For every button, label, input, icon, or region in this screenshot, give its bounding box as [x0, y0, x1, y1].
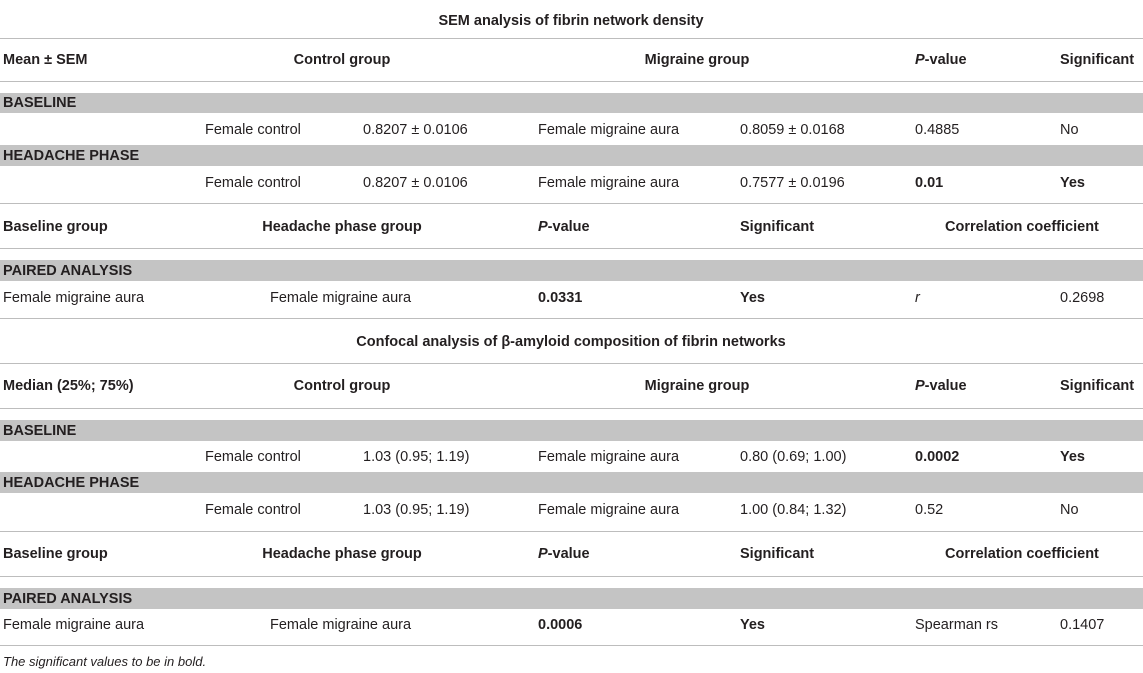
paired-headache-group: Female migraine aura: [270, 290, 412, 306]
header-control-group: Control group: [293, 378, 391, 394]
baseline-significant: Yes: [1060, 449, 1085, 465]
paired-significant: Yes: [740, 290, 765, 306]
paired-baseline-group: Female migraine aura: [3, 290, 145, 306]
paired-header-p-value: [538, 545, 590, 563]
divider: [0, 318, 1143, 319]
baseline-band: [0, 420, 1143, 441]
p-rest: -value: [547, 546, 590, 562]
p-rest: -value: [924, 52, 967, 68]
p-italic: P: [538, 219, 548, 235]
paired-p-value: 0.0331: [538, 290, 583, 306]
header-migraine-group: Migraine group: [644, 52, 750, 68]
baseline-control-value: 0.8207 ± 0.0106: [363, 122, 468, 138]
p-italic: P: [915, 52, 925, 68]
divider: [0, 203, 1143, 204]
baseline-migraine-value: 0.80 (0.69; 1.00): [740, 449, 847, 465]
baseline-migraine-name: Female migraine aura: [538, 449, 680, 465]
divider: [0, 81, 1143, 82]
p-italic: P: [538, 546, 548, 562]
baseline-band: [0, 93, 1143, 113]
footnote: The significant values to be in bold.: [3, 654, 207, 669]
paired-header-baseline-group: Baseline group: [3, 546, 108, 562]
headache-control-name: Female control: [205, 502, 301, 518]
paired-header-baseline-group: Baseline group: [3, 219, 108, 235]
headache-migraine-name: Female migraine aura: [538, 175, 680, 191]
baseline-migraine-name: Female migraine aura: [538, 122, 680, 138]
headache-label: HEADACHE PHASE: [3, 475, 140, 491]
header-control-group: Control group: [293, 52, 391, 68]
headache-p-value: 0.52: [915, 502, 944, 518]
paired-p-value: 0.0006: [538, 617, 583, 633]
paired-significant: Yes: [740, 617, 765, 633]
p-rest: -value: [547, 219, 590, 235]
paired-label: PAIRED ANALYSIS: [3, 591, 133, 607]
paired-baseline-group: Female migraine aura: [3, 617, 145, 633]
p-rest: -value: [924, 378, 967, 394]
paired-coef-name: r: [915, 290, 920, 306]
paired-coef-value: 0.2698: [1060, 290, 1105, 306]
divider: [0, 531, 1143, 532]
headache-significant: Yes: [1060, 175, 1085, 191]
headache-migraine-name: Female migraine aura: [538, 502, 680, 518]
baseline-label: BASELINE: [3, 95, 77, 111]
baseline-label: BASELINE: [3, 423, 77, 439]
paired-header-significant: Significant: [740, 546, 815, 562]
paired-coef-name: Spearman rs: [915, 617, 999, 633]
divider: [0, 645, 1143, 646]
baseline-migraine-value: 0.8059 ± 0.0168: [740, 122, 845, 138]
section2-title: Confocal analysis of β-amyloid composition of fibrin networks: [356, 334, 786, 350]
headache-band: [0, 472, 1143, 493]
paired-headache-group: Female migraine aura: [270, 617, 412, 633]
divider: [0, 38, 1143, 39]
paired-header-significant: Significant: [740, 219, 815, 235]
divider: [0, 408, 1143, 409]
baseline-control-name: Female control: [205, 122, 301, 138]
paired-coef-value: 0.1407: [1060, 617, 1105, 633]
headache-migraine-value: 1.00 (0.84; 1.32): [740, 502, 847, 518]
header-significant: Significant: [1060, 378, 1135, 394]
headache-migraine-value: 0.7577 ± 0.0196: [740, 175, 845, 191]
baseline-significant: No: [1060, 122, 1079, 138]
headache-control-value: 1.03 (0.95; 1.19): [363, 502, 470, 518]
baseline-p-value: 0.0002: [915, 449, 960, 465]
headache-p-value: 0.01: [915, 175, 944, 191]
headache-control-name: Female control: [205, 175, 301, 191]
headache-control-value: 0.8207 ± 0.0106: [363, 175, 468, 191]
header-migraine-group: Migraine group: [644, 378, 750, 394]
paired-header-headache-group: Headache phase group: [262, 546, 422, 562]
headache-significant: No: [1060, 502, 1079, 518]
paired-label: PAIRED ANALYSIS: [3, 263, 133, 279]
section1-title: SEM analysis of fibrin network density: [438, 13, 704, 29]
divider: [0, 248, 1143, 249]
header-p-value: [915, 51, 967, 69]
paired-header-correlation: Correlation coefficient: [945, 546, 1099, 562]
paired-header-correlation: Correlation coefficient: [945, 219, 1099, 235]
header-p-value: [915, 377, 967, 395]
divider: [0, 363, 1143, 364]
headache-label: HEADACHE PHASE: [3, 148, 140, 164]
baseline-control-value: 1.03 (0.95; 1.19): [363, 449, 470, 465]
divider: [0, 576, 1143, 577]
baseline-p-value: 0.4885: [915, 122, 960, 138]
header-stat: Median (25%; 75%): [3, 378, 134, 394]
paired-band: [0, 588, 1143, 609]
headache-band: [0, 145, 1143, 166]
header-stat: Mean ± SEM: [3, 52, 88, 68]
paired-header-headache-group: Headache phase group: [262, 219, 422, 235]
paired-band: [0, 260, 1143, 281]
baseline-control-name: Female control: [205, 449, 301, 465]
header-significant: Significant: [1060, 52, 1135, 68]
paired-header-p-value: [538, 218, 590, 236]
p-italic: P: [915, 378, 925, 394]
